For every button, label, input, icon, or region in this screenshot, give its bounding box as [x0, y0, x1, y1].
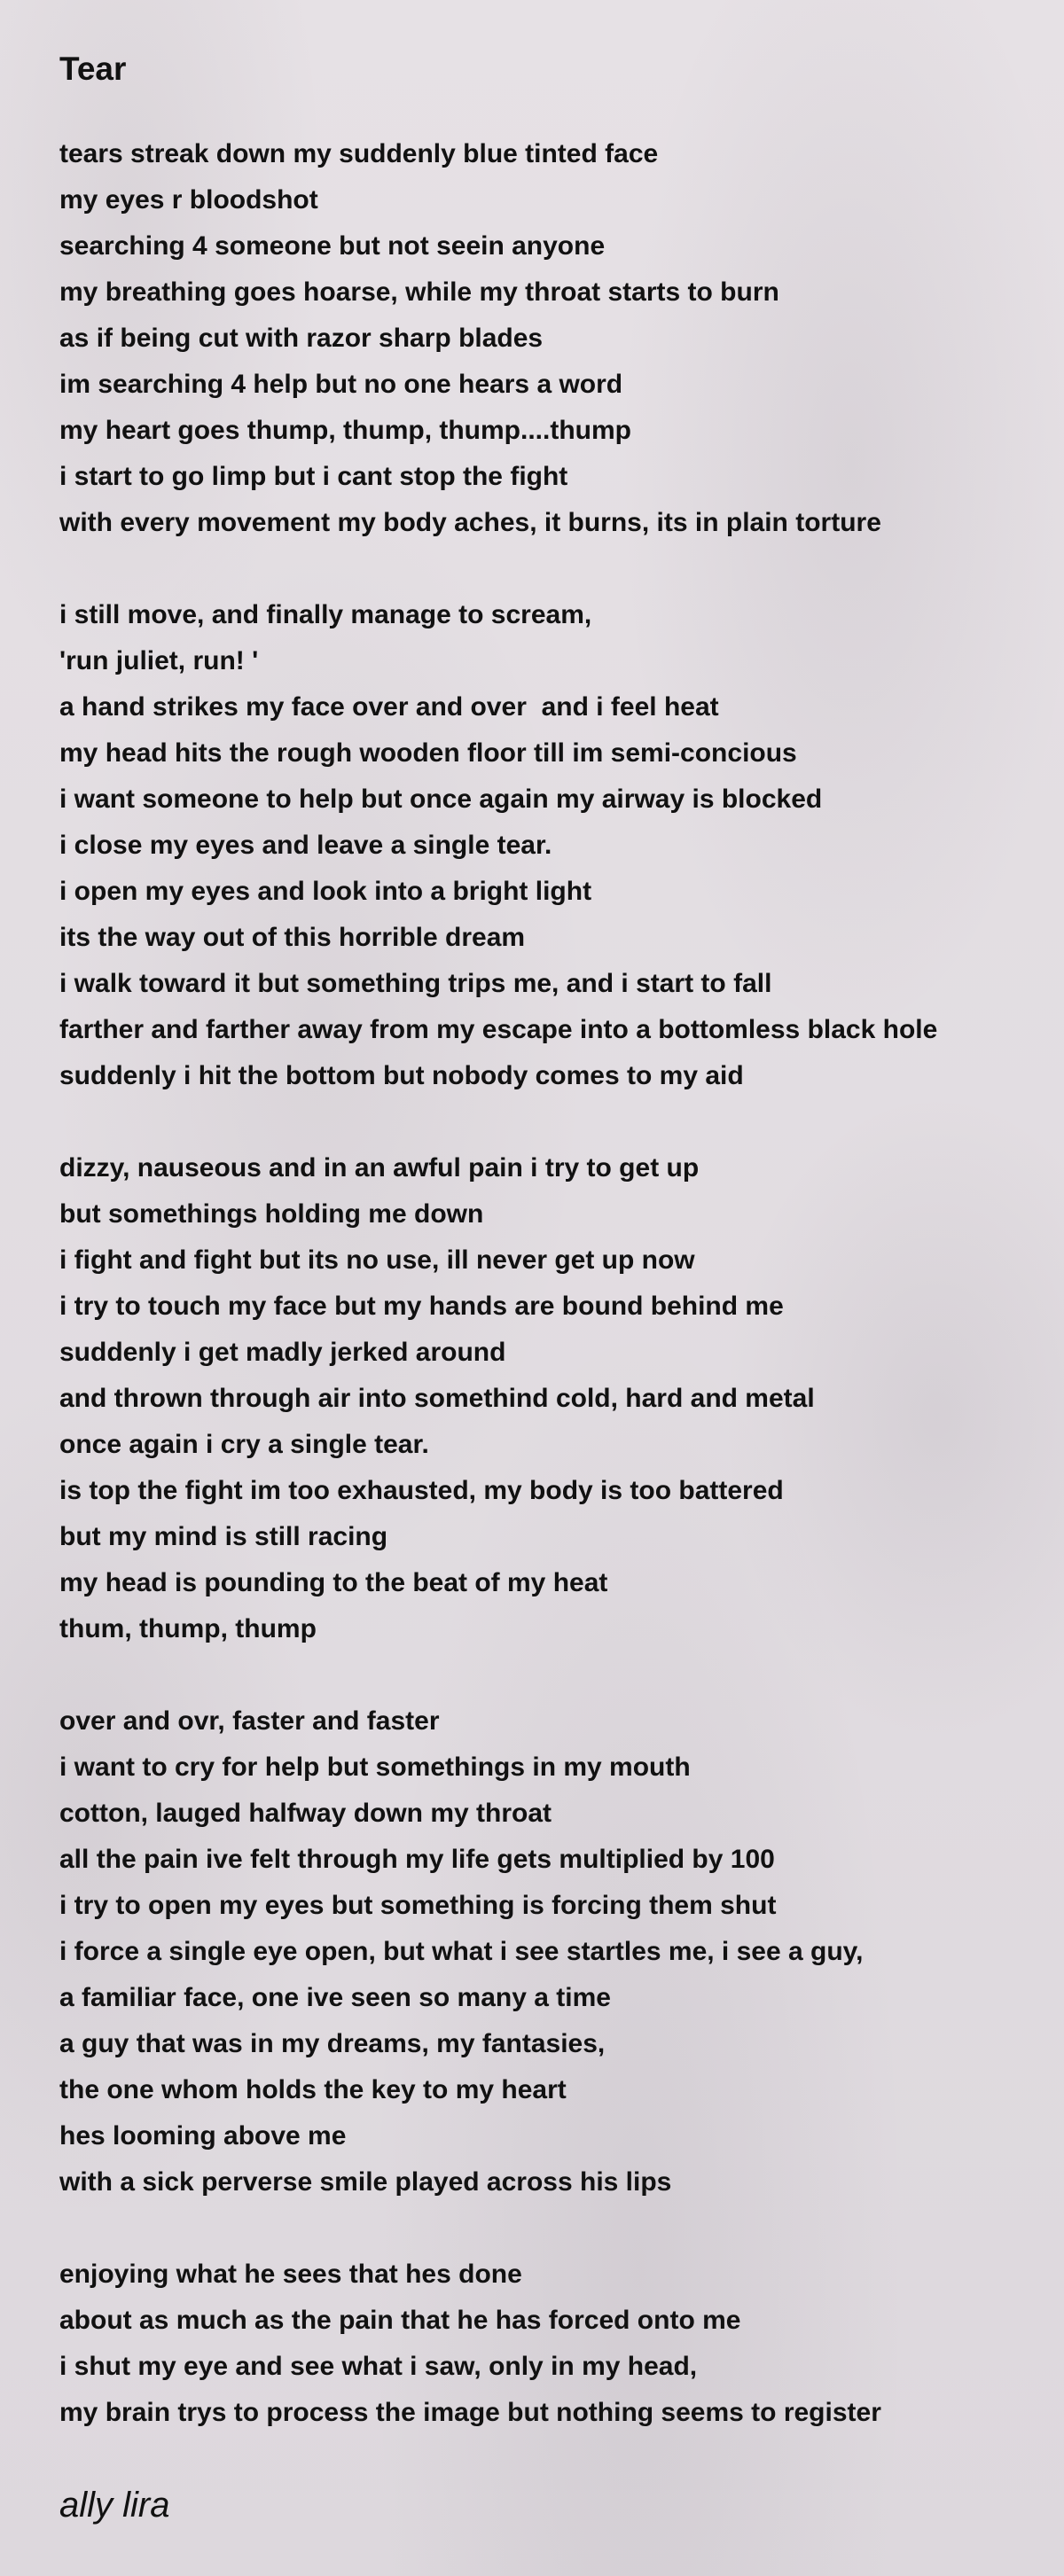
poem-line: my heart goes thump, thump, thump....thump [59, 416, 631, 445]
stanza-3 [59, 1145, 1035, 1652]
poem-line: my head is pounding to the beat of my heat [59, 1568, 608, 1597]
poem-line: a hand strikes my face over and over and i feel heat [59, 692, 719, 722]
poem-line: a guy that was in my dreams, my fantasies, [59, 2029, 606, 2058]
poem-line: i try to open my eyes but something is forcing them shut [59, 1891, 777, 1920]
poem-author: ally lira [59, 2486, 170, 2525]
poem-line: tears streak down my suddenly blue tinted face [59, 139, 659, 168]
poem-line: i still move, and finally manage to scream, [59, 600, 592, 629]
poem-line: searching 4 someone but not seein anyone [59, 231, 606, 261]
poem-line: but my mind is still racing [59, 1522, 388, 1551]
poem-line: suddenly i get madly jerked around [59, 1338, 506, 1367]
poem-body [59, 131, 1035, 2436]
poem-line: is top the fight im too exhausted, my body is too battered [59, 1476, 784, 1505]
stanza-1 [59, 131, 1035, 546]
poem-line: i force a single eye open, but what i see startles me, i see a guy, [59, 1937, 864, 1966]
poem-page [59, 43, 1035, 2532]
poem-line: with a sick perverse smile played across his lips [59, 2167, 672, 2197]
poem-line: i fight and fight but its no use, ill never get up now [59, 1245, 695, 1275]
poem-title: Tear [59, 51, 127, 87]
stanza-2 [59, 592, 1035, 1099]
poem-line: my brain trys to process the image but nothing seems to register [59, 2398, 881, 2427]
poem-line: the one whom holds the key to my heart [59, 2075, 567, 2104]
stanza-4 [59, 1698, 1035, 2205]
poem-line: a familiar face, one ive seen so many a time [59, 1983, 611, 2012]
poem-line: i want someone to help but once again my airway is blocked [59, 785, 823, 814]
poem-line: 'run juliet, run! ' [59, 646, 259, 675]
poem-line: i shut my eye and see what i saw, only in my head, [59, 2352, 698, 2381]
poem-line: suddenly i hit the bottom but nobody comes to my aid [59, 1061, 744, 1090]
poem-line: enjoying what he sees that hes done [59, 2260, 522, 2289]
poem-line: i try to touch my face but my hands are bound behind me [59, 1292, 784, 1321]
poem-line: i start to go limp but i cant stop the fight [59, 462, 568, 491]
poem-line: once again i cry a single tear. [59, 1430, 429, 1459]
poem-line: its the way out of this horrible dream [59, 923, 526, 952]
poem-line: thum, thump, thump [59, 1614, 317, 1643]
poem-line: over and ovr, faster and faster [59, 1706, 440, 1736]
poem-line: i walk toward it but something trips me, and i start to fall [59, 969, 772, 998]
poem-line: about as much as the pain that he has forced onto me [59, 2306, 741, 2335]
poem-line: i want to cry for help but somethings in my mouth [59, 1752, 691, 1782]
poem-line: i close my eyes and leave a single tear. [59, 831, 552, 860]
poem-line: im searching 4 help but no one hears a word [59, 370, 623, 399]
poem-line: hes looming above me [59, 2121, 347, 2151]
poem-line: with every movement my body aches, it burns, its in plain torture [59, 508, 881, 537]
poem-line: as if being cut with razor sharp blades [59, 324, 544, 353]
poem-line: cotton, lauged halfway down my throat [59, 1799, 552, 1828]
poem-line: all the pain ive felt through my life gets multiplied by 100 [59, 1845, 775, 1874]
poem-line: my head hits the rough wooden floor till im semi-concious [59, 738, 797, 768]
poem-line: i open my eyes and look into a bright light [59, 877, 592, 906]
poem-line: my eyes r bloodshot [59, 185, 318, 215]
poem-line: my breathing goes hoarse, while my throat starts to burn [59, 277, 779, 307]
poem-line: but somethings holding me down [59, 1199, 484, 1229]
stanza-5 [59, 2252, 1035, 2436]
poem-line: farther and farther away from my escape into a bottomless black hole [59, 1015, 938, 1044]
poem-line: and thrown through air into somethind cold, hard and metal [59, 1384, 815, 1413]
poem-line: dizzy, nauseous and in an awful pain i try to get up [59, 1153, 700, 1183]
